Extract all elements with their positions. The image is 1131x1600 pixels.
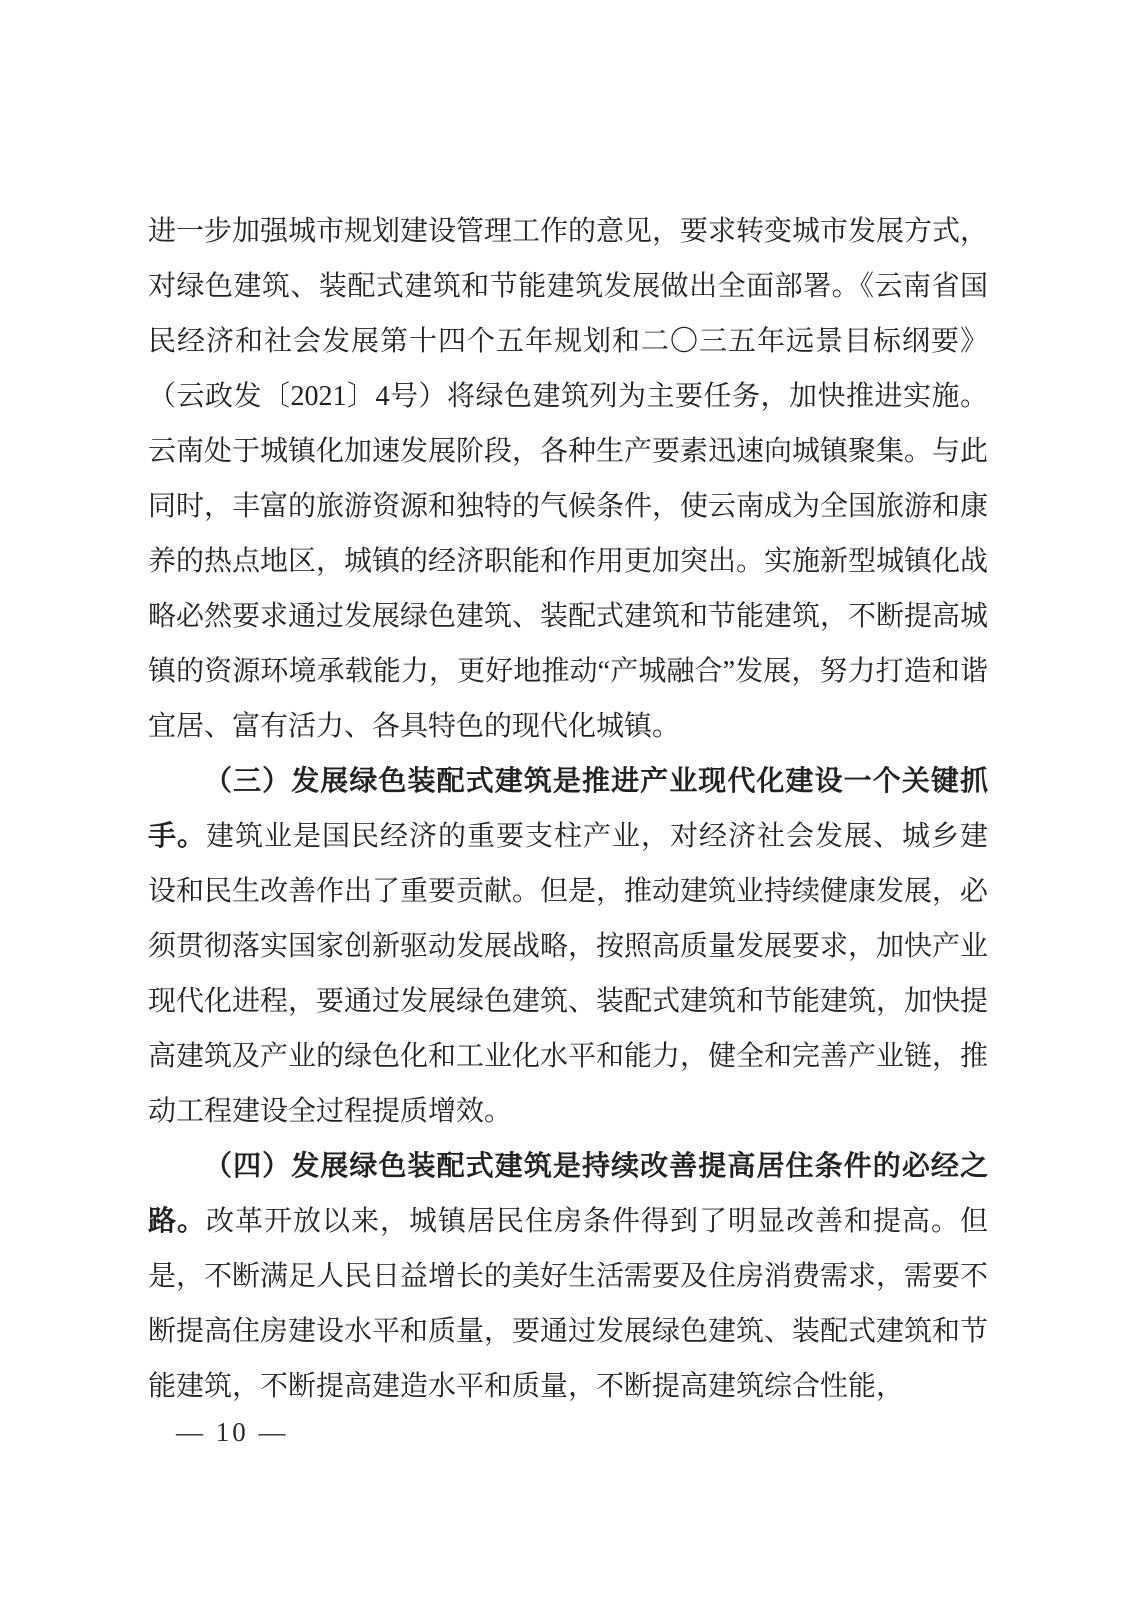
paragraph-text: 建筑业是国民经济的重要支柱产业，对经济社会发展、城乡建设和民生改善作出了重要贡献。但是，推动建筑业持续健康发展，必须贯彻落实国家创新驱动发展战略，按照高质量发展要求，加快产业现代化进程，要通过发展绿色建筑、装配式建筑和节能建筑，加快提高建筑及产业的绿色化和工业化水平和能力，健全和完善产业链，推动工程建设全过程提质增效。	[148, 821, 989, 1127]
paragraph-item-three	[148, 754, 988, 1139]
document-body	[148, 204, 988, 1414]
page-footer	[176, 1416, 289, 1448]
paragraph-heading: （三）发展绿色装配式建筑是推进产业现代化建设一个关键抓手。	[148, 766, 988, 852]
paragraph-text: 改革开放以来，城镇居民住房条件得到了明显改善和提高。但是，不断满足人民日益增长的美好生活需要及住房消费需求，需要不断提高住房建设水平和质量，要通过发展绿色建筑、装配式建筑和节能建筑，不断提高建造水平和质量，不断提高建筑综合性能，	[148, 1206, 989, 1402]
paragraph-continuation	[148, 204, 988, 754]
paragraph-text: 进一步加强城市规划建设管理工作的意见，要求转变城市发展方式，对绿色建筑、装配式建筑和节能建筑发展做出全面部署。《云南省国民经济和社会发展第十四个五年规划和二〇三五年远景目标纲要》（云政发〔2021〕4号）将绿色建筑列为主要任务，加快推进实施。云南处于城镇化加速发展阶段，各种生产要素迅速向城镇聚集。与此同时，丰富的旅游资源和独特的气候条件，使云南成为全国旅游和康养的热点地区，城镇的经济职能和作用更加突出。实施新型城镇化战略必然要求通过发展绿色建筑、装配式建筑和节能建筑，不断提高城镇的资源环境承载能力，更好地推动“产城融合”发展，努力打造和谐宜居、富有活力、各具特色的现代化城镇。	[148, 216, 989, 742]
page-number: — 10 —	[176, 1417, 289, 1447]
paragraph-item-four	[148, 1139, 988, 1414]
paragraph-heading: （四）发展绿色装配式建筑是持续改善提高居住条件的必经之路。	[148, 1151, 988, 1237]
